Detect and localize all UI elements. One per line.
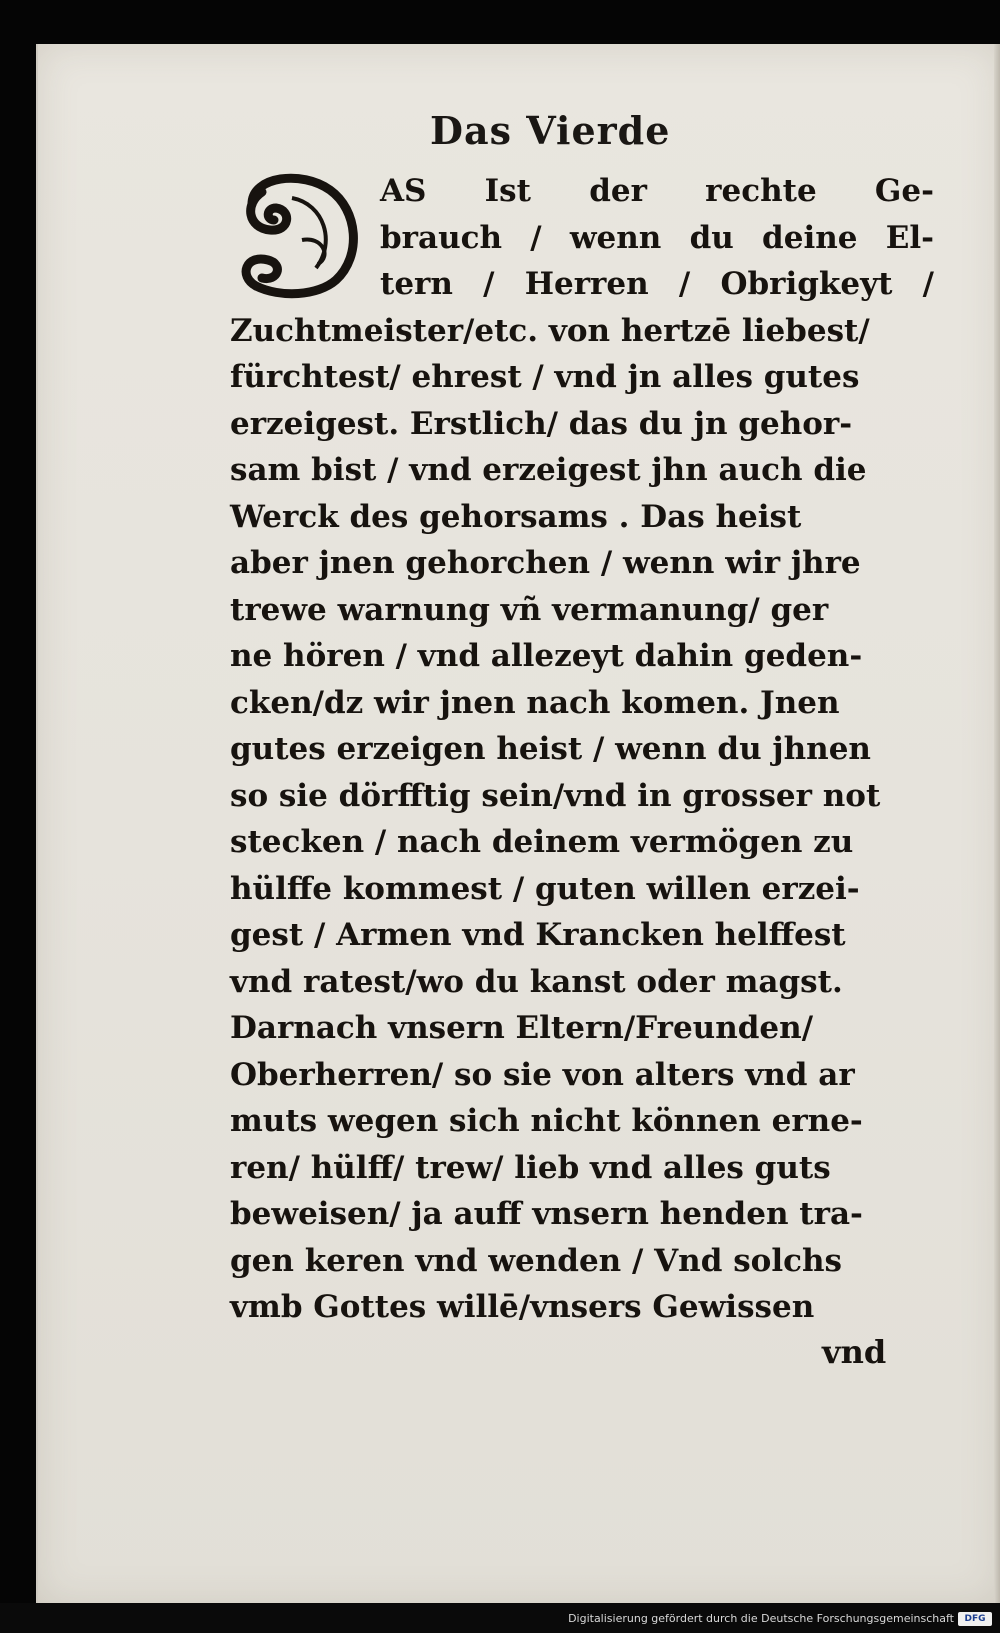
- text-line: gen keren vnd wenden / Vnd solchs: [230, 1242, 842, 1279]
- text-line: cken/dz wir jnen nach komen. Jnen: [230, 684, 840, 721]
- text-line: ren/ hülff/ trew/ lieb vnd alles guts: [230, 1149, 831, 1186]
- text-line: Oberherren/ so sie von alters vnd ar: [230, 1056, 855, 1093]
- text-line: Darnach vnsern Eltern/Freunden/: [230, 1010, 814, 1046]
- text-line: muts wegen sich nicht können erne-: [230, 1103, 863, 1139]
- text-line: Zuchtmeister/etc. von hertzē liebest/: [230, 312, 870, 349]
- text-line: ne hören / vnd allezeyt dahin geden-: [230, 638, 863, 674]
- text-line: vnd ratest/wo du kanst oder magst.: [230, 963, 843, 1000]
- text-line: aber jnen gehorchen / wenn wir jhre: [230, 545, 861, 581]
- catchword: vnd: [822, 1333, 887, 1371]
- text-line: fürchtest/ ehrest / vnd jn alles gutes: [230, 359, 860, 395]
- text-line: trewe warnung vñ vermanung/ ger: [230, 591, 829, 628]
- page-edge: [994, 44, 1000, 1604]
- running-head: Das Vierde: [430, 108, 671, 153]
- text-line: gest / Armen vnd Krancken helffest: [230, 917, 846, 953]
- text-line: erzeigest. Erstlich/ das du jn gehor-: [230, 405, 853, 442]
- footer-credit: Digitalisierung gefördert durch die Deutsche Forschungsgemeinschaft: [568, 1612, 954, 1625]
- text-line: gutes erzeigen heist / wenn du jhnen: [230, 731, 871, 767]
- text-line: AS Ist der rechte Ge-: [380, 173, 934, 209]
- decorated-initial: [232, 164, 372, 304]
- text-line: beweisen/ ja auff vnsern henden tra-: [230, 1196, 863, 1232]
- text-line: so sie dörfftig sein/vnd in grosser not: [230, 777, 881, 814]
- text-line: vmb Gottes willē/vnsers Gewissen: [230, 1289, 815, 1325]
- footer-bar: [0, 1603, 1000, 1633]
- text-line: Werck des gehorsams . Das heist: [230, 498, 802, 535]
- text-line: brauch / wenn du deine El-: [380, 219, 934, 256]
- text-line: hülffe kommest / guten willen erzei-: [230, 870, 860, 907]
- text-line: tern / Herren / Obrigkeyt /: [380, 266, 934, 302]
- text-line: sam bist / vnd erzeigest jhn auch die: [230, 452, 867, 488]
- text-line: stecken / nach deinem vermögen zu: [230, 824, 854, 860]
- dfg-logo: DFG: [958, 1612, 992, 1626]
